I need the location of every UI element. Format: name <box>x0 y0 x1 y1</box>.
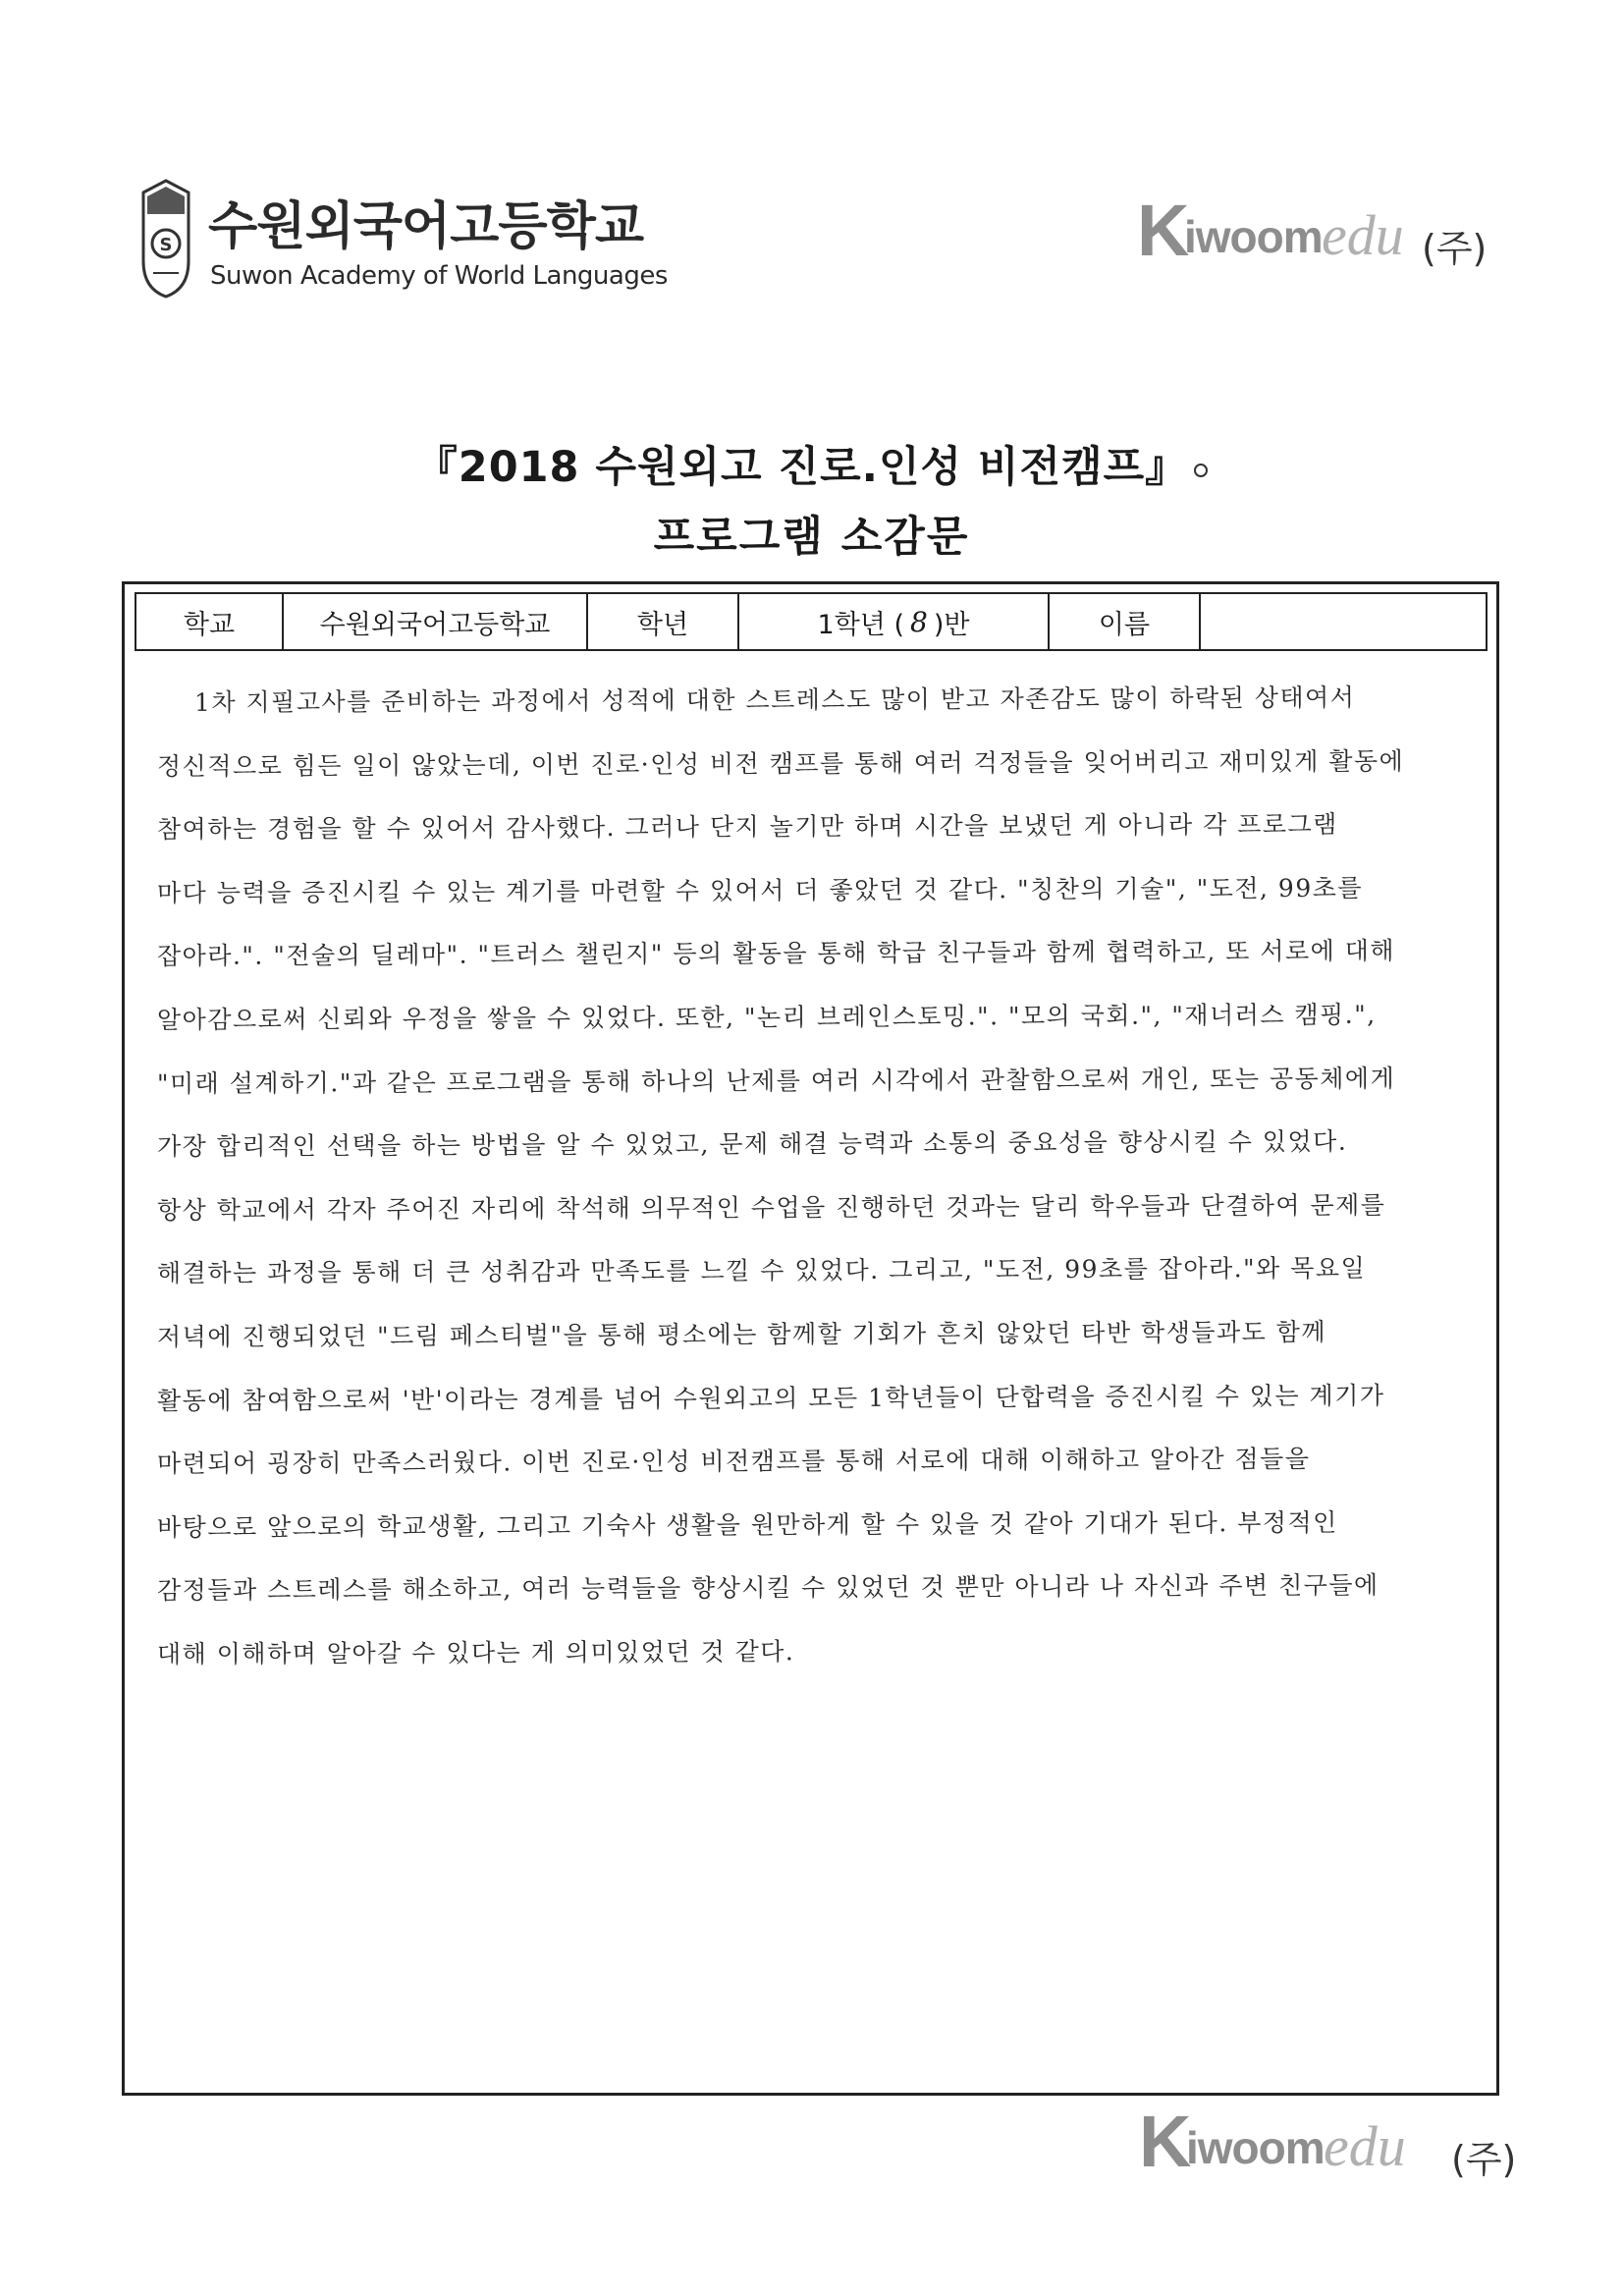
logo-edu: edu <box>1324 2114 1406 2178</box>
handwritten-essay <box>157 672 1492 1687</box>
student-info-table <box>135 592 1488 651</box>
essay-line: 정신적으로 힘든 일이 않았는데, 이번 진로·인성 비전 캠프를 통해 여러 걱정들을 잊어버리고 재미있게 활동에 <box>156 746 1405 781</box>
essay-line: 활동에 참여함으로써 '반'이라는 경계를 넘어 수원외고의 모든 1학년들이 단합력을 증진시킬 수 있는 계기가 <box>156 1381 1385 1415</box>
essay-line: 참여하는 경험을 할 수 있어서 감사했다. 그러나 단지 놀기만 하며 시간을 보냈던 게 아니라 각 프로그램 <box>156 809 1338 845</box>
essay-line: 알아감으로써 신뢰와 우정을 쌓을 수 있었다. 또한, "논리 브레인스토밍.". "모의 국회.", "재너러스 캠핑.", <box>156 1000 1377 1034</box>
school-label: 학교 <box>136 594 284 649</box>
logo-k: K <box>1139 2101 1192 2182</box>
school-value: 수원외국어고등학교 <box>284 594 588 649</box>
logo-iwoom: iwoom <box>1184 211 1323 262</box>
essay-line: 감정들과 스트레스를 해소하고, 여러 능력들을 향상시킬 수 있었던 것 뿐만 아니라 나 자신과 주변 친구들에 <box>156 1570 1380 1606</box>
school-name-korean: 수원외국어고등학교 <box>208 197 644 256</box>
essay-line: 바탕으로 앞으로의 학교생활, 그리고 기숙사 생활을 원만하게 할 수 있을 것 같아 기대가 된다. 부정적인 <box>156 1507 1338 1542</box>
school-crest-icon <box>137 175 194 301</box>
essay-line: "미래 설계하기."과 같은 프로그램을 통해 하나의 난제를 여러 시각에서 관찰함으로써 개인, 또는 공동체에게 <box>156 1064 1396 1098</box>
logo-suffix: (주) <box>1422 227 1488 270</box>
circle-mark <box>1194 464 1208 477</box>
document-title: 『2018 수원외고 진로.인성 비전캠프』 <box>0 434 1623 494</box>
kiwoom-edu-logo-bottom <box>1139 2100 1517 2188</box>
document-subtitle: 프로그램 소감문 <box>653 513 970 562</box>
logo-suffix: (주) <box>1451 2138 1517 2181</box>
essay-line: 가장 합리적인 선택을 하는 방법을 알 수 있었고, 문제 해결 능력과 소통의 중요성을 향상시킬 수 있었다. <box>156 1126 1348 1162</box>
grade-class-value: 1학년 ( 8 )반 <box>739 594 1050 649</box>
essay-line: 1차 지필고사를 준비하는 과정에서 성적에 대한 스트레스도 많이 받고 자존감도 많이 하락된 상태여서 <box>193 683 1356 717</box>
essay-line: 대해 이해하며 알아갈 수 있다는 게 의미있었던 것 같다. <box>156 1637 795 1668</box>
kiwoom-edu-logo-top <box>1137 189 1488 277</box>
svg-text:S: S <box>159 235 173 255</box>
essay-line: 잡아라.". "전술의 딜레마". "트러스 챌린지" 등의 활동을 통해 학급 친구들과 함께 협력하고, 또 서로에 대해 <box>156 936 1396 971</box>
essay-line: 마련되어 굉장히 만족스러웠다. 이번 진로·인성 비전캠프를 통해 서로에 대해 이해하고 알아간 점들을 <box>156 1445 1311 1479</box>
essay-line: 항상 학교에서 각자 주어진 자리에 착석해 의무적인 수업을 진행하던 것과는 달리 학우들과 단결하여 문제를 <box>156 1190 1386 1225</box>
logo-k: K <box>1137 190 1190 271</box>
logo-iwoom: iwoom <box>1186 2122 1325 2173</box>
class-number: 8 <box>910 605 928 638</box>
name-label: 이름 <box>1050 594 1201 649</box>
essay-line: 해결하는 과정을 통해 더 큰 성취감과 만족도를 느낄 수 있었다. 그리고, "도전, 99초를 잡아라."와 목요일 <box>156 1253 1367 1288</box>
logo-edu: edu <box>1322 203 1404 267</box>
essay-line: 저녁에 진행되었던 "드림 페스티벌"을 통해 평소에는 함께할 기회가 흔치 않았던 타반 학생들과도 함께 <box>156 1317 1327 1351</box>
grade-label: 학년 <box>588 594 739 649</box>
school-name-english: Suwon Academy of World Languages <box>210 261 668 291</box>
essay-line: 마다 능력을 증진시킬 수 있는 계기를 마련할 수 있어서 더 좋았던 것 같다. "칭찬의 기술", "도전, 99초를 <box>156 873 1364 907</box>
school-logo <box>137 175 668 307</box>
name-value <box>1201 594 1486 649</box>
